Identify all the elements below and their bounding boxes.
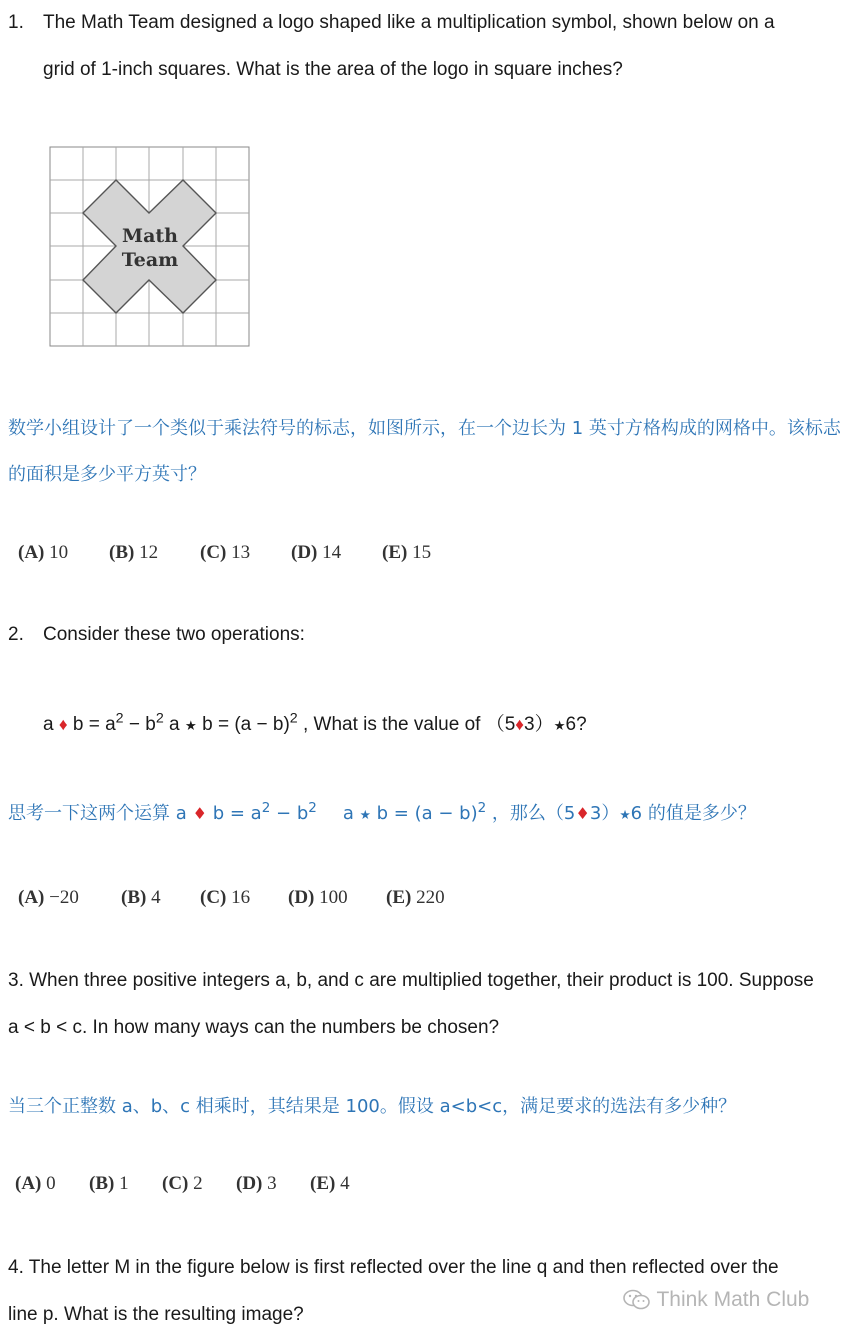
q2-intro: Consider these two operations: [43, 624, 305, 645]
watermark-text: Think Math Club [656, 1288, 810, 1311]
q2-option-e[interactable]: (E) 220 [386, 887, 445, 908]
q2-chinese: 思考一下这两个运算 a ♦ $b = a^2 - b^2$ a ★ $b = (a - b)^2$ ，那么（5♦3）★6 的值是多少？ [8, 800, 756, 824]
watermark [622, 1288, 809, 1314]
q2-option-b[interactable]: (B) 4 [121, 887, 161, 908]
q1-number: 1. [8, 12, 24, 33]
logo-label-team: Team [121, 249, 179, 271]
q1-option-e[interactable]: (E) 15 [382, 542, 432, 563]
q1-chinese-line1: 数学小组设计了一个类似于乘法符号的标志，如图所示，在一个边长为 1 英寸方格构成的网格中。该标志 [8, 418, 841, 439]
diamond-operator-icon: ♦ [58, 715, 68, 734]
q2-option-a[interactable]: (A) −20 [18, 887, 79, 908]
q3-text-line1: 3. When three positive integers a, b, and c are multiplied together, their product is 100. Suppose [8, 970, 814, 991]
star-operator-icon: ★ [619, 807, 631, 822]
q1-option-c[interactable]: (C) 13 [200, 542, 251, 563]
q3-chinese: 当三个正整数 a、b、c 相乘时，其结果是 100。假设 a<b<c，满足要求的选法有多少种？ [8, 1096, 737, 1117]
q1-option-d[interactable]: (D) 14 [291, 542, 342, 563]
wechat-icon [622, 1288, 652, 1312]
q3-text-line2: a < b < c. In how many ways can the numbers be chosen? [8, 1017, 500, 1038]
star-operator-icon: ★ [359, 807, 371, 822]
q3-answer-options [15, 1173, 350, 1195]
q1-chinese-line2: 的面积是多少平方英寸？ [8, 464, 206, 485]
q1-option-b[interactable]: (B) 12 [109, 542, 159, 563]
q1-text-line2: grid of 1-inch squares. What is the area of the logo in square inches? [43, 59, 623, 80]
diamond-operator-icon: ♦ [575, 804, 590, 823]
q2-expression: a ♦ $b = a^2 - b^2$ a ★ $b = (a - b)^2$ , What is the value of （5♦3）★6? [43, 710, 587, 735]
q2-option-c[interactable]: (C) 16 [200, 887, 251, 908]
q2-option-d[interactable]: (D) 100 [288, 887, 348, 908]
q1-answer-options [18, 542, 431, 564]
q3-option-b[interactable]: (B) 1 [89, 1173, 129, 1194]
q2-number: 2. [8, 624, 24, 645]
q3-option-a[interactable]: (A) 0 [15, 1173, 56, 1194]
math-team-logo-figure [49, 146, 251, 348]
q4-text-line2: line p. What is the resulting image? [8, 1304, 304, 1325]
q4-text-line1: 4. The letter M in the figure below is first reflected over the line q and then reflected over the [8, 1257, 779, 1278]
star-operator-icon: ★ [184, 718, 197, 733]
q3-option-d[interactable]: (D) 3 [236, 1173, 277, 1194]
q3-option-e[interactable]: (E) 4 [310, 1173, 350, 1194]
q2-answer-options [18, 887, 445, 909]
q1-option-a[interactable]: (A) 10 [18, 542, 69, 563]
diamond-operator-icon: ♦ [515, 715, 524, 734]
q3-option-c[interactable]: (C) 2 [162, 1173, 203, 1194]
logo-label-math: Math [122, 225, 178, 247]
star-operator-icon: ★ [553, 718, 566, 733]
q1-text-line1: The Math Team designed a logo shaped like a multiplication symbol, shown below on a [43, 12, 775, 33]
diamond-operator-icon: ♦ [192, 804, 207, 823]
